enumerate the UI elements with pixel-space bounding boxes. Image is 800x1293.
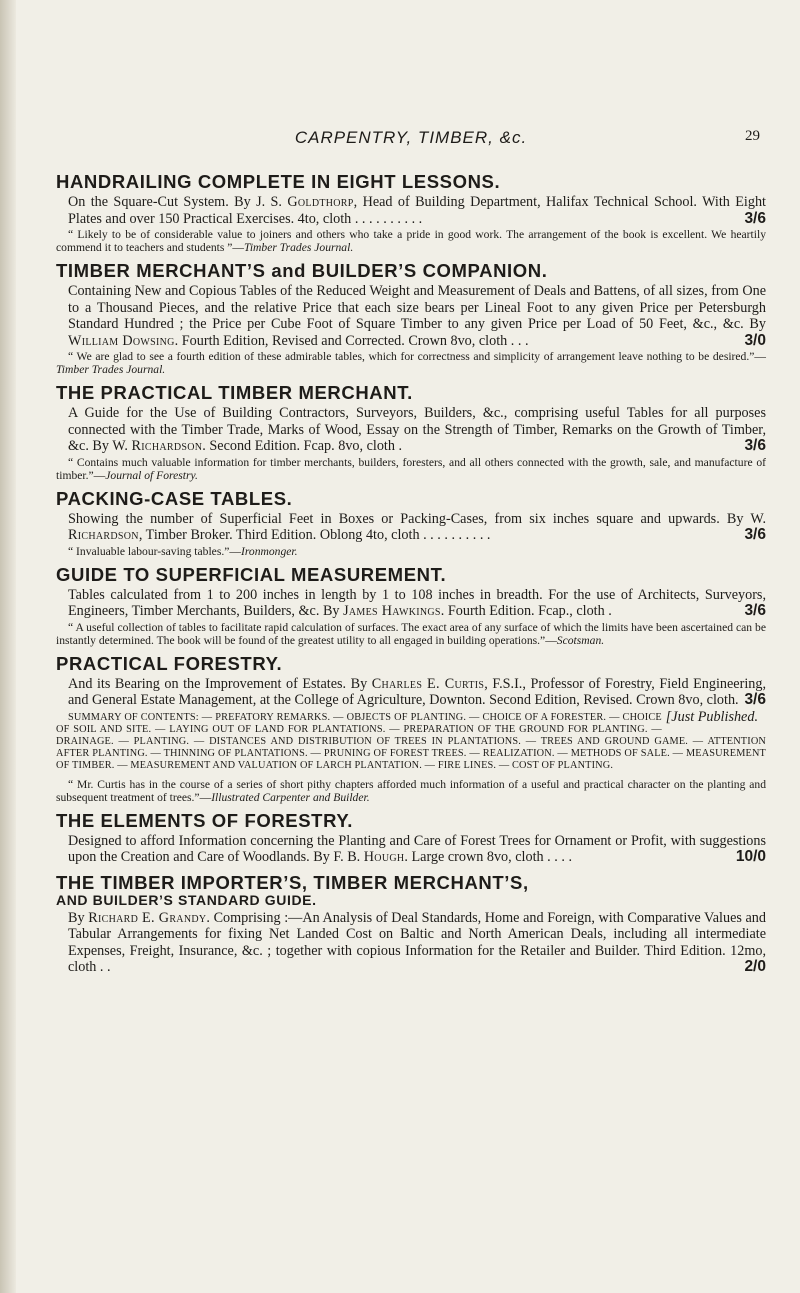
desc-text: Containing New and Copious Tables of the Reduced Weight and Measurement of Deals and Battens, of all sizes, from One to a Thousand Pieces, and the relative Price that each size bears per Lineal Foot to any given Price per Petersburgh Standard Hundred ; the Price per Cube Foot of Square Timber to any given Price per Load of 50 Feet, &c., &c. By	[68, 283, 766, 332]
review-quote: “ Contains much valuable information for timber merchants, builders, foresters, and all others connected with the growth, sale, and manufacture of timber.”—	[56, 455, 766, 482]
review-quote: “ A useful collection of tables to facilitate rapid calculation of surfaces. The exact area of any surface of which the limits have been ascertained can be instantly determined. The book will be found of the greatest utility to all engaged in building operations.”—	[56, 620, 766, 647]
desc-text: . Fourth Edition. Fcap., cloth .	[440, 603, 612, 619]
entry-review	[56, 456, 766, 482]
catalogue-entry	[56, 171, 766, 254]
catalogue-entry	[56, 564, 766, 647]
desc-text: , Head of Building Department, Halifax Technical School. With Eight Plates and over 150 Practical Exercises. 4to, cloth . . . . . . . . . .	[68, 194, 767, 227]
catalogue-entry	[56, 810, 766, 866]
desc-text: . Large crown 8vo, cloth . . . .	[404, 849, 572, 866]
entry-review	[56, 545, 766, 558]
entry-title: TIMBER MERCHANT’S and BUILDER’S COMPANION.	[56, 260, 548, 281]
entry-title: PACKING-CASE TABLES.	[56, 487, 293, 509]
entry-author: Charles E. Curtis	[371, 675, 485, 692]
entry-title: THE TIMBER IMPORTER’S, TIMBER MERCHANT’S,	[56, 871, 529, 893]
entry-price: 3/6	[744, 209, 766, 227]
entry-author: Richard E. Grandy	[88, 909, 207, 926]
entry-author: William Dowsing	[68, 332, 175, 349]
review-quote: “ Likely to be of considerable value to joiners and others who take a pride in good work. The arrangement of the book is excellent. We heartily commend it to teachers and students ”—	[56, 228, 766, 254]
review-quote: “ Invaluable labour-saving tables.”—	[68, 544, 241, 558]
desc-text: . Second Edition. Fcap. 8vo, cloth .	[202, 438, 403, 454]
entry-price: 3/6	[744, 691, 766, 708]
desc-text: And its Bearing on the Improvement of Estates. By	[68, 675, 372, 692]
entry-description	[68, 910, 766, 976]
entry-price: 3/6	[744, 526, 766, 543]
entry-description	[68, 511, 766, 544]
desc-text: By	[68, 909, 89, 926]
entry-contents-summary: SUMMARY OF CONTENTS: — PREFATORY REMARKS. — OBJECTS OF PLANTING. — CHOICE OF A FORESTER. — CHOICE OF SOIL AND SITE. — LAYING OUT OF LAND FOR PLANTATIONS. — PREPARATION OF THE GROUND FOR PLANTING. — DRAINAGE. — PLANTING. — DISTANCES AND DISTRIBUTION OF TREES IN PLANTATIONS. — TREES AND GROUND GAME. — ATTENTION AFTER PLANTING. — THINNING OF PLANTATIONS. — PRUNING OF FOREST TREES. — REALIZATION. — METHODS OF SALE. — MEASUREMENT OF TIMBER. — MEASUREMENT AND VALUATION OF LARCH PLANTATION. — FIRE LINES. — COST OF PLANTING.	[56, 711, 766, 772]
entry-title: HANDRAILING COMPLETE IN EIGHT LESSONS.	[56, 171, 501, 192]
entry-author: Hough	[363, 849, 405, 866]
entry-author: James Hawkings	[343, 603, 441, 619]
review-quote: “ Mr. Curtis has in the course of a series of short pithy chapters afforded much information of a useful and practical character on the planting and subsequent treatment of trees.”—	[56, 777, 766, 804]
desc-text: , Timber Broker. Third Edition. Oblong 4to, cloth . . . . . . . . . .	[138, 527, 491, 543]
entry-title: PRACTICAL FORESTRY.	[56, 652, 283, 674]
catalogue-entries	[56, 171, 766, 982]
catalogue-entry	[56, 260, 766, 376]
review-source: Timber Trades Journal.	[56, 363, 166, 376]
entry-price: 3/0	[744, 331, 766, 349]
entry-description	[68, 405, 766, 455]
entry-review	[56, 778, 766, 804]
desc-text: Tables calculated from 1 to 200 inches in length by 1 to 108 inches in breadth. For the use of Architects, Surveyors, Engineers, Timber Merchants, Builders, &c. By	[68, 586, 766, 619]
desc-text: . Fourth Edition, Revised and Corrected. Crown 8vo, cloth . . .	[174, 332, 529, 349]
desc-text: Designed to afford Information concerning the Planting and Care of Forest Trees for Ornament or Profit, with suggestions upon the Creation and Care of Woodlands. By F. B.	[68, 832, 766, 866]
catalogue-entry	[56, 488, 766, 558]
entry-price: 3/6	[744, 602, 766, 619]
page-binding-shadow	[0, 0, 16, 1293]
entry-title: THE ELEMENTS OF FORESTRY.	[56, 809, 353, 831]
entry-price: 2/0	[744, 958, 766, 976]
page-number: 29	[745, 128, 760, 144]
entry-review	[56, 350, 766, 376]
catalogue-entry	[56, 653, 766, 804]
catalogue-entry	[56, 382, 766, 482]
desc-text: , F.S.I., Professor of Forestry, Field Engineering, and General Estate Management, at the College of Agriculture, Downton. Second Edition, Revised. Crown 8vo, cloth.	[68, 675, 766, 708]
review-source: Timber Trades Journal.	[244, 241, 354, 254]
review-source: Illustrated Carpenter and Builder.	[211, 790, 370, 804]
catalogue-entry	[56, 872, 766, 976]
review-source: Journal of Forestry.	[105, 468, 198, 482]
entry-description	[68, 833, 766, 866]
entry-price: 3/6	[744, 437, 766, 454]
entry-subtitle: AND BUILDER’S STANDARD GUIDE.	[56, 891, 317, 908]
desc-text: Showing the number of Superficial Feet in Boxes or Packing-Cases, from six inches square and upwards. By W.	[68, 510, 766, 527]
review-quote: “ We are glad to see a fourth edition of these admirable tables, which for correctness and simplicity of arrangement leave nothing to be desired.”—	[68, 350, 766, 363]
entry-price: 10/0	[735, 848, 766, 866]
entry-author: Richardson	[68, 527, 139, 543]
review-source: Scotsman.	[556, 633, 605, 647]
just-published-note: [Just Published.	[665, 708, 758, 725]
entry-author: Richardson	[131, 438, 203, 454]
entry-review	[56, 228, 766, 254]
review-source: Ironmonger.	[240, 544, 298, 558]
entry-title: GUIDE TO SUPERFICIAL MEASUREMENT.	[56, 563, 447, 585]
desc-text: On the Square-Cut System. By J. S.	[68, 194, 288, 210]
entry-description	[68, 194, 766, 227]
entry-author: Goldthorp	[287, 194, 354, 210]
running-head	[56, 128, 766, 150]
desc-text: . Comprising :—An Analysis of Deal Standards, Home and Foreign, with Comparative Values and Tabular Arrangements for fixing Net Landed Cost on Baltic and North American Deals, including all intermediate Expenses, Freight, Insurance, &c. ; together with copious Information for the Retailer and Builder. Third Edition. 12mo, cloth . .	[68, 909, 766, 976]
entry-description	[68, 675, 766, 725]
desc-text: A Guide for the Use of Building Contractors, Surveyors, Builders, &c., comprising useful Tables for all purposes connected with the Timber Trade, Marks of Wood, Essay on the Strength of Timber, Remarks on the Growth of Timber, &c. By W.	[68, 405, 766, 454]
entry-title: THE PRACTICAL TIMBER MERCHANT.	[56, 382, 413, 403]
entry-description	[68, 283, 766, 349]
entry-description	[68, 587, 766, 620]
entry-review	[56, 621, 766, 647]
running-title: CARPENTRY, TIMBER, &c.	[294, 128, 528, 147]
